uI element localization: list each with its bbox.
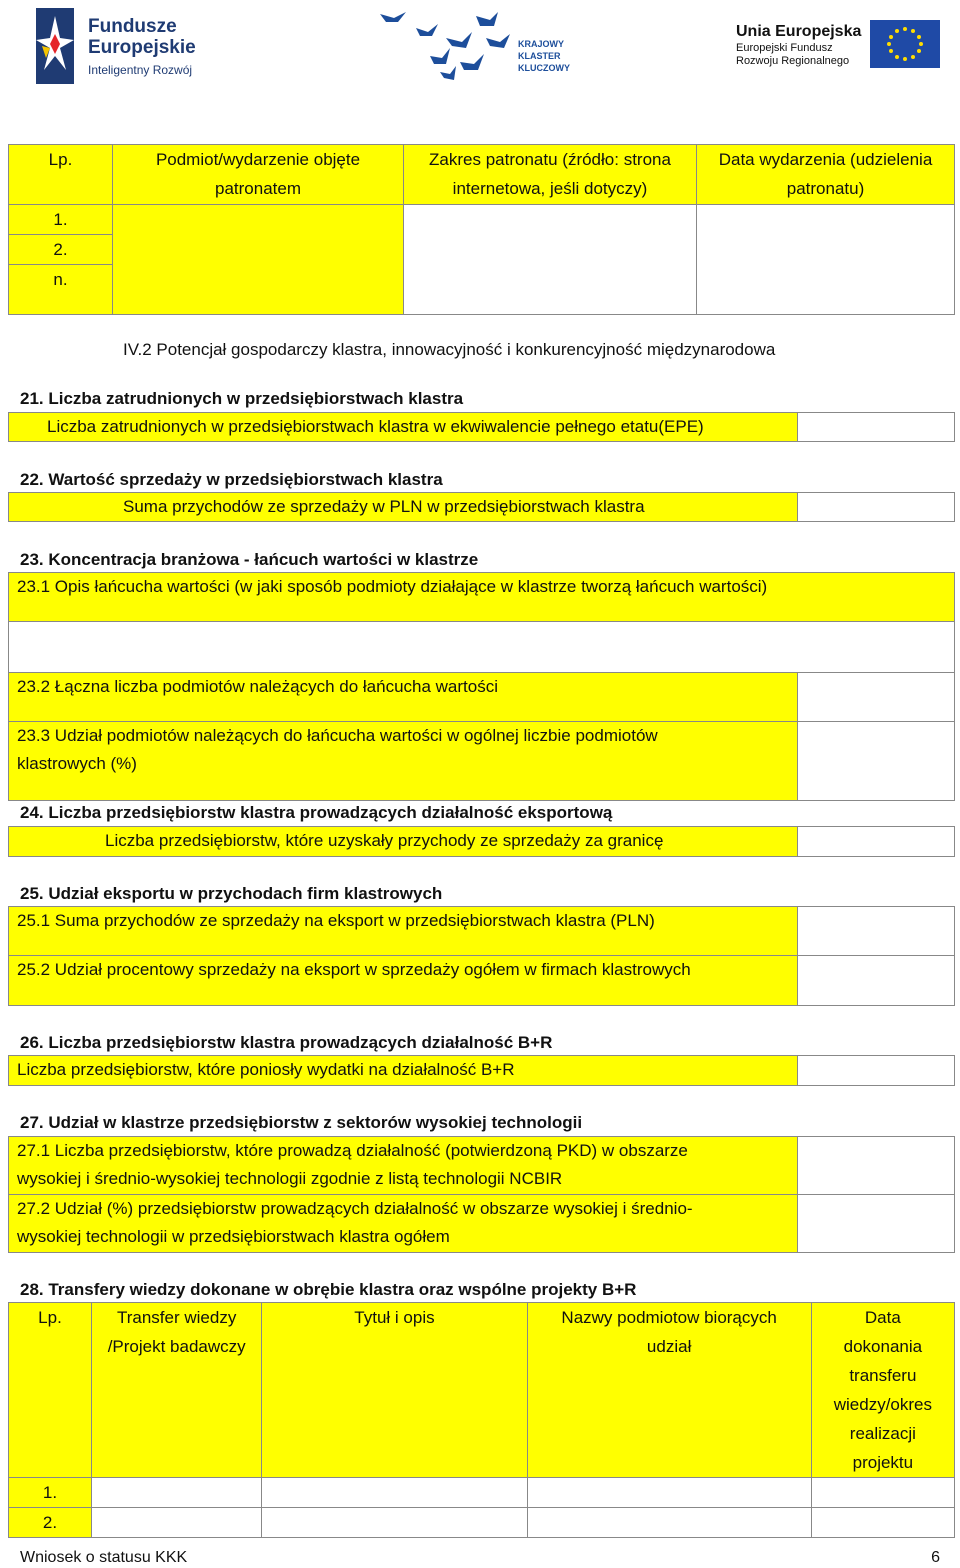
row-lp: 2. — [9, 1508, 92, 1538]
col-participants: Nazwy podmiotow biorących udział — [527, 1303, 811, 1478]
cell[interactable] — [527, 1508, 811, 1538]
q27-2-label-a: 27.2 Udział (%) przedsiębiorstw prowadzących działalność w obszarze wysokiej i średnio- — [17, 1199, 693, 1218]
row-lp: 1. — [9, 205, 113, 235]
q23-1-label: 23.1 Opis łańcucha wartości (w jaki sposób podmioty działające w klastrze tworzą łańcuch wartości) — [17, 577, 768, 596]
q21-row — [8, 412, 798, 442]
q25-1-row — [8, 906, 798, 956]
q23-2-label: 23.2 Łączna liczba podmiotów należących do łańcucha wartości — [17, 677, 498, 696]
kkk-line1: KRAJOWY — [518, 39, 565, 49]
fe-line2: Europejskie — [88, 37, 196, 58]
q27-title: 27. Udział w klastrze przedsiębiorstw z sektorów wysokiej technologii — [20, 1113, 583, 1132]
q26-row-label: Liczba przedsiębiorstw, które poniosły wydatki na działalność B+R — [17, 1060, 515, 1079]
q25-2-label: 25.2 Udział procentowy sprzedaży na eksport w sprzedaży ogółem w firmach klastrowych — [17, 960, 691, 979]
kkk-text — [518, 38, 570, 74]
transfers-table — [8, 1302, 955, 1538]
ue-line2: Europejski Fundusz — [736, 42, 833, 54]
q22-title: 22. Wartość sprzedaży w przedsiębiorstwach klastra — [20, 470, 443, 489]
cell[interactable] — [811, 1508, 954, 1538]
q23-title: 23. Koncentracja branżowa - łańcuch wartości w klastrze — [20, 550, 479, 569]
col-scope: Zakres patronatu (źródło: strona internetowa, jeśli dotyczy) — [404, 145, 697, 205]
section-title: IV.2 Potencjał gospodarczy klastra, innowacyjność i konkurencyjność międzynarodowa — [123, 340, 776, 359]
q27-1-label-a: 27.1 Liczba przedsiębiorstw, które prowadzą działalność (potwierdzoną PKD) w obszarze — [17, 1141, 688, 1160]
q21-input[interactable] — [797, 412, 955, 442]
cell[interactable] — [404, 205, 697, 235]
cell[interactable] — [697, 235, 955, 265]
q27-2-input[interactable] — [797, 1194, 955, 1253]
q24-title: 24. Liczba przedsiębiorstw klastra prowadzących działalność eksportową — [20, 803, 613, 822]
page-number: 6 — [931, 1549, 940, 1566]
col-subject: Podmiot/wydarzenie objęte patronatem — [113, 145, 404, 205]
ue-line1: Unia Europejska — [736, 23, 862, 40]
cell[interactable] — [262, 1478, 527, 1508]
birds-icon — [376, 8, 516, 86]
fundusze-europejskie-logo — [36, 8, 221, 84]
q28-title: 28. Transfery wiedzy dokonane w obrębie klastra oraz wspólne projekty B+R — [20, 1280, 637, 1299]
patronage-table — [8, 144, 955, 315]
cell[interactable] — [92, 1508, 262, 1538]
col-title: Tytuł i opis — [262, 1303, 527, 1478]
kkk-line3: KLUCZOWY — [518, 63, 570, 73]
q21-row-label: Liczba zatrudnionych w przedsiębiorstwach klastra w ekwiwalencie pełnego etatu(EPE) — [47, 417, 704, 436]
col-date: Data wydarzenia (udzielenia patronatu) — [697, 145, 955, 205]
q27-1-label-b: wysokiej i średnio-wysokiej technologii zgodnie z listą technologii NCBIR — [17, 1169, 563, 1188]
cell[interactable] — [262, 1508, 527, 1538]
cell[interactable] — [92, 1478, 262, 1508]
cell[interactable] — [113, 265, 404, 315]
q25-1-input[interactable] — [797, 906, 955, 956]
col-transfer: Transfer wiedzy /Projekt badawczy — [92, 1303, 262, 1478]
q26-title: 26. Liczba przedsiębiorstw klastra prowadzących działalność B+R — [20, 1033, 553, 1052]
fe-text — [88, 16, 196, 78]
q23-3-row — [8, 721, 798, 801]
row-lp: 1. — [9, 1478, 92, 1508]
q23-1-row — [8, 572, 955, 622]
q22-row-label: Suma przychodów ze sprzedaży w PLN w przedsiębiorstwach klastra — [123, 497, 645, 516]
q25-2-row — [8, 955, 798, 1006]
cell[interactable] — [404, 265, 697, 315]
q22-input[interactable] — [797, 492, 955, 522]
footer-title: Wniosek o statusu KKK — [20, 1549, 188, 1566]
q23-3-input[interactable] — [797, 721, 955, 801]
q23-2-row — [8, 672, 798, 722]
q25-1-label: 25.1 Suma przychodów ze sprzedaży na eksport w przedsiębiorstwach klastra (PLN) — [17, 911, 655, 930]
q24-row-label: Liczba przedsiębiorstw, które uzyskały przychody ze sprzedaży za granicę — [105, 831, 664, 850]
eu-flag-icon — [870, 20, 940, 68]
q23-3-label-b: klastrowych (%) — [17, 754, 137, 773]
fe-line3: Inteligentny Rozwój — [88, 63, 193, 77]
col-lp: Lp. — [9, 145, 113, 205]
cell[interactable] — [811, 1478, 954, 1508]
col-date: Data dokonania transferu wiedzy/okres realizacji projektu — [811, 1303, 954, 1478]
cell[interactable] — [113, 205, 404, 235]
fe-star-logo-icon — [36, 8, 74, 84]
q23-3-label-a: 23.3 Udział podmiotów należących do łańcucha wartości w ogólnej liczbie podmiotów — [17, 726, 658, 745]
q27-1-input[interactable] — [797, 1136, 955, 1195]
q26-input[interactable] — [797, 1055, 955, 1086]
q24-input[interactable] — [797, 826, 955, 857]
q23-1-input[interactable] — [8, 621, 955, 673]
cell[interactable] — [527, 1478, 811, 1508]
q22-row — [8, 492, 798, 522]
q25-2-input[interactable] — [797, 955, 955, 1006]
q26-row — [8, 1055, 798, 1086]
q23-2-input[interactable] — [797, 672, 955, 722]
cell[interactable] — [113, 235, 404, 265]
kkk-line2: KLASTER — [518, 51, 561, 61]
ue-text — [736, 22, 861, 68]
cell[interactable] — [697, 265, 955, 315]
krajowy-klaster-kluczowy-logo — [376, 8, 576, 86]
ue-line3: Rozwoju Regionalnego — [736, 55, 850, 67]
cell[interactable] — [404, 235, 697, 265]
q24-row — [8, 826, 798, 857]
q21-title: 21. Liczba zatrudnionych w przedsiębiorstwach klastra — [20, 389, 464, 408]
q27-1-row — [8, 1136, 798, 1195]
fe-line1: Fundusze — [88, 16, 177, 37]
q25-title: 25. Udział eksportu w przychodach firm klastrowych — [20, 884, 443, 903]
row-lp: 2. — [9, 235, 113, 265]
cell[interactable] — [697, 205, 955, 235]
row-lp: n. — [9, 265, 113, 315]
q27-2-label-b: wysokiej technologii w przedsiębiorstwach klastra ogółem — [17, 1227, 450, 1246]
col-lp: Lp. — [9, 1303, 92, 1478]
q27-2-row — [8, 1194, 798, 1253]
